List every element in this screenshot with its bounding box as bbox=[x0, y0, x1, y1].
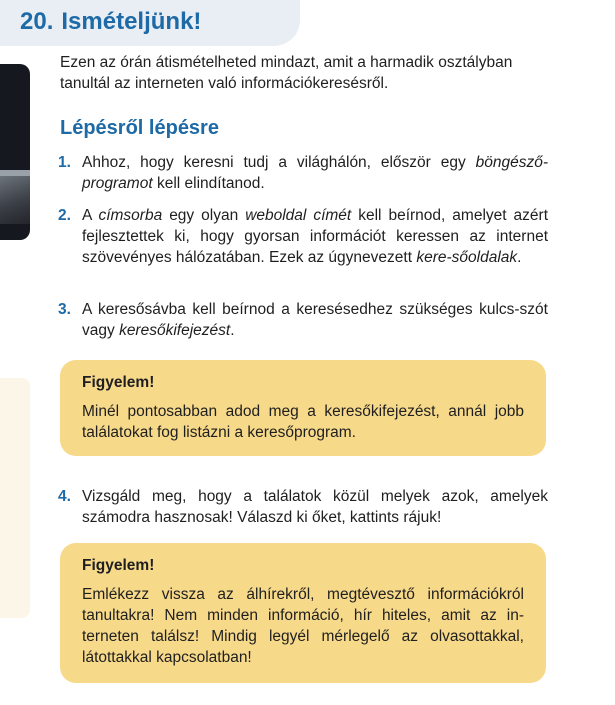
emphasis: kere-sőoldalak bbox=[416, 249, 518, 266]
lesson-title-text: Ismételjünk! bbox=[61, 8, 202, 35]
step-number: 2. bbox=[58, 207, 71, 224]
step-4: 4. Vizsgáld meg, hogy a találatok közül melyek azok, amelyek számodra hasznosak! Válaszd ki őket, kattints rájuk! bbox=[58, 488, 548, 526]
step-3: 3. A keresősávba kell beírnod a keresésedhez szükséges kulcs-szót vagy keresőkifejezést. bbox=[58, 301, 548, 339]
step-number: 3. bbox=[58, 301, 71, 318]
emphasis: böngésző-programot bbox=[82, 154, 548, 192]
emphasis: címsorba bbox=[98, 207, 163, 224]
emphasis: keresőkifejezést bbox=[119, 322, 231, 339]
attention-note-2 bbox=[60, 543, 546, 683]
laptop-keyboard bbox=[0, 176, 30, 224]
note-body: Minél pontosabban adod meg a keresőkifejezést, annál jobb találatokat fog listázni a keresőprogram. bbox=[82, 403, 524, 441]
section-heading: Lépésről lépésre bbox=[60, 117, 219, 139]
lesson-number: 20. bbox=[20, 8, 54, 35]
intro-paragraph: Ezen az órán átismételheted mindazt, amit a harmadik osztályban tanultál az interneten való információkeresésről. bbox=[60, 54, 513, 92]
laptop-photo bbox=[0, 64, 30, 240]
emphasis: weboldal címét bbox=[245, 207, 352, 224]
step-number: 1. bbox=[58, 154, 71, 171]
step-1: 1. Ahhoz, hogy keresni tudj a világhálón, először egy böngésző-programot kell elindítanod. bbox=[58, 154, 548, 192]
note-body: Emlékezz vissza az álhírekről, megtévesztő információkról tanultakra! Nem minden információ, hír hiteles, amit az in-terneten találsz! Mindig legyél mérlegelő az olvasottakkal, látottakkal kapcsolatban! bbox=[82, 586, 524, 666]
note-heading: Figyelem! bbox=[82, 374, 155, 391]
attention-note-1 bbox=[60, 360, 546, 456]
step-2: 2. A címsorba egy olyan weboldal címét kell beírnod, amelyet azért fejlesztettek ki, hogy gyorsan információt keressen az internet szövevényes hálózatában. Ezek az úgynevezett kere-sőoldalak. bbox=[58, 207, 549, 266]
note-heading: Figyelem! bbox=[82, 557, 155, 574]
lesson-title bbox=[20, 8, 201, 36]
step-number: 4. bbox=[58, 488, 71, 505]
side-panel bbox=[0, 378, 30, 618]
